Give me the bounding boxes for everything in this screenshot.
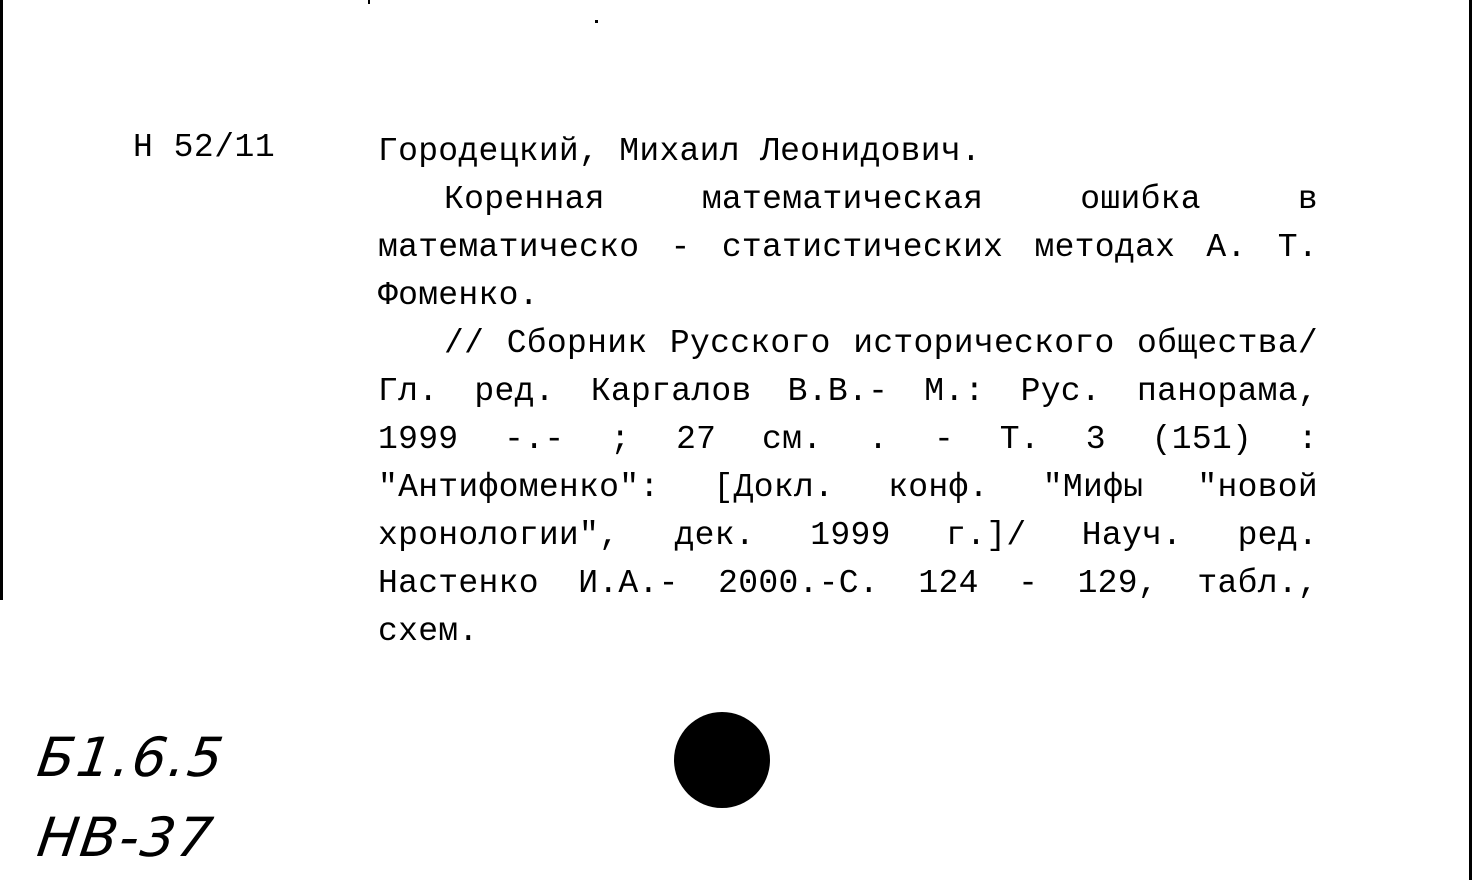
title-paragraph: Коренная математическая ошибка в математическо - статистических методах А. Т. Фоменко.	[378, 181, 1318, 314]
bibliographic-entry	[378, 128, 1318, 656]
author-heading: Городецкий, Михаил Леонидович.	[378, 133, 982, 170]
shelf-mark: Н 52/11	[133, 129, 276, 166]
handwritten-classification: Б1.6.5	[33, 726, 229, 789]
source-paragraph: // Сборник Русского исторического общества/ Гл. ред. Каргалов В.В.- М.: Рус. панорама, 1999 -.- ; 27 см. . - Т. 3 (151) : "Антифоменко": [Докл. конф. "Мифы "новой хронологии", дек. 1999 г.]/ Науч. ред. Настенко И.А.- 2000.-С. 124 - 129, табл., схем.	[378, 325, 1318, 650]
card-left-edge	[0, 0, 3, 600]
scan-speck	[368, 0, 370, 4]
punch-hole	[674, 712, 770, 808]
handwritten-author-mark: НВ-37	[33, 806, 219, 869]
scan-speck	[595, 20, 598, 23]
